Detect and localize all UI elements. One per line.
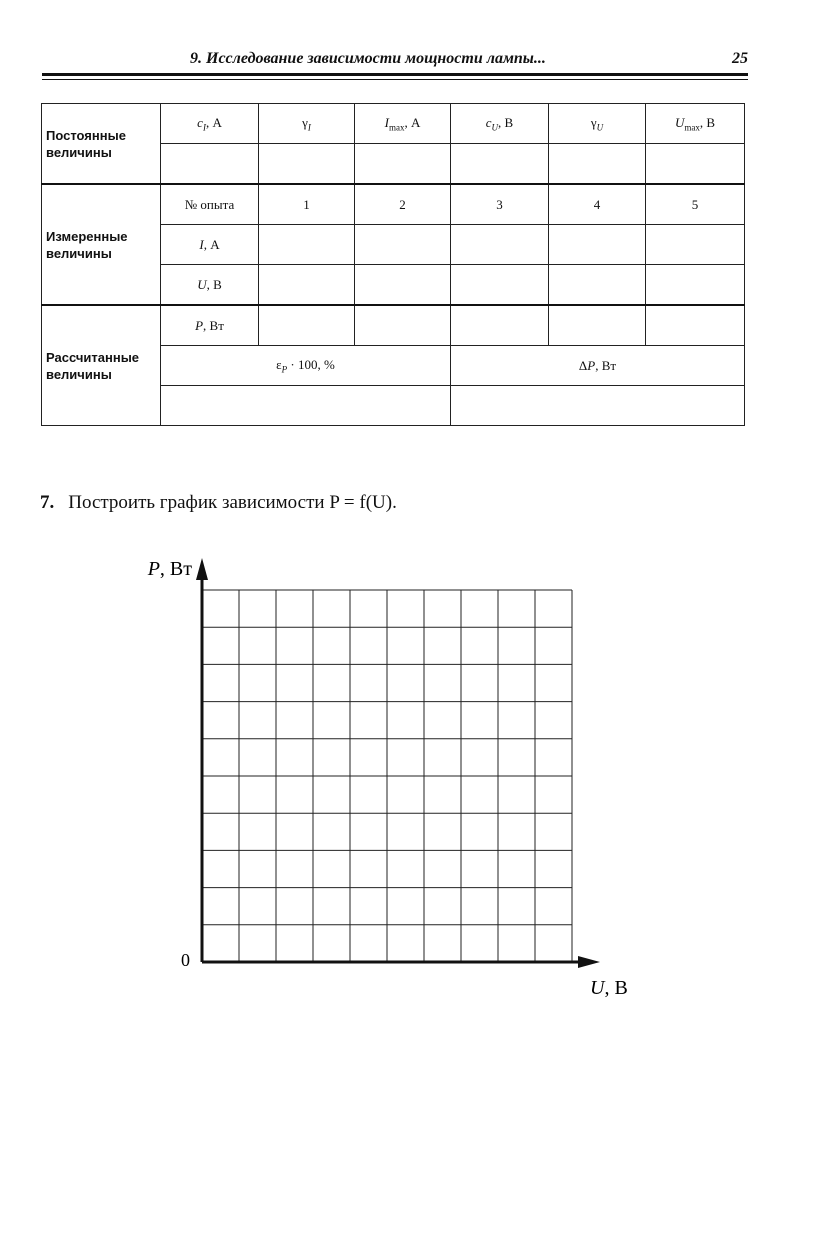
x-axis-label: U, В (590, 977, 628, 999)
trial-label: № опыта (161, 184, 259, 225)
measured-group-label: Измеренные величины (42, 184, 161, 305)
task-number: 7. (40, 492, 55, 513)
power-row-label: P, Вт (161, 305, 259, 346)
trial-number: 5 (646, 184, 745, 225)
trial-number: 3 (451, 184, 549, 225)
error-header: $\varepsilon_P \cdot 100$, % (161, 346, 451, 386)
y-axis-label: P, Вт (147, 558, 192, 580)
graph-grid (202, 590, 572, 962)
header-cI: $c_I$, А (161, 104, 259, 144)
header-Imax: $I_{max}$, А (355, 104, 451, 144)
page-number: 25 (732, 50, 748, 67)
origin-label: 0 (181, 950, 190, 970)
header-cU: $c_U$, В (451, 104, 549, 144)
trial-number: 1 (259, 184, 355, 225)
y-axis-arrow-icon (196, 558, 208, 580)
header-gammaU: $\gamma_U$ (549, 104, 646, 144)
task-text: Построить график зависимости P = f(U). (68, 492, 397, 513)
current-row-label: I, А (161, 225, 259, 265)
trial-number: 4 (549, 184, 646, 225)
trial-number: 2 (355, 184, 451, 225)
calculated-group-label: Рассчитанные величины (42, 305, 161, 426)
x-axis-arrow-icon (578, 956, 600, 968)
voltage-row-label: U, В (161, 265, 259, 306)
header-Umax: $U_{max}$, В (646, 104, 745, 144)
delta-header: ΔP, Вт (451, 346, 745, 386)
header-gammaI: $\gamma_I$ (259, 104, 355, 144)
running-header-title: 9. Исследование зависимости мощности лампы... (190, 50, 546, 67)
constants-group-label: Постоянные величины (42, 104, 161, 185)
